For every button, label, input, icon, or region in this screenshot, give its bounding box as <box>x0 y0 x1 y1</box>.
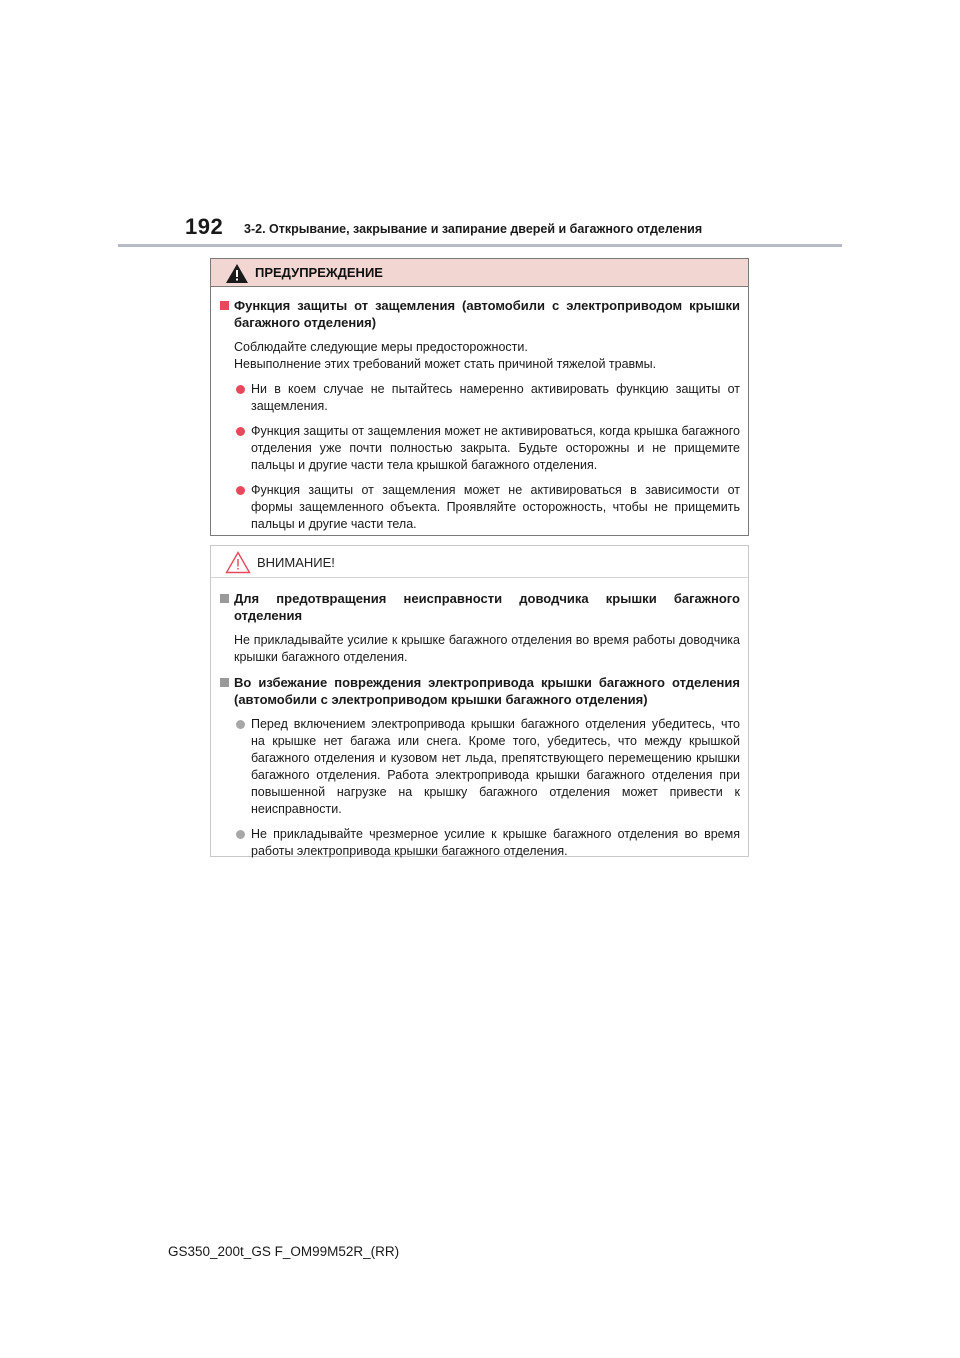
warning-bullet <box>219 381 740 415</box>
warning-bullet <box>219 423 740 474</box>
warning-bullet <box>219 482 740 533</box>
caution-box-body <box>211 578 748 860</box>
square-bullet-icon <box>220 594 229 603</box>
page-number: 192 <box>185 214 224 239</box>
round-bullet-icon <box>236 427 245 436</box>
round-bullet-icon <box>236 486 245 495</box>
square-bullet-icon <box>220 678 229 687</box>
warning-intro-line: Невыполнение этих требований может стать причиной тяжелой травмы. <box>234 357 657 371</box>
warning-box-body <box>211 287 748 533</box>
warning-box-header <box>211 259 748 287</box>
round-bullet-icon <box>236 830 245 839</box>
warning-triangle-outline-icon <box>225 551 251 574</box>
caution-section-title <box>219 674 740 708</box>
square-bullet-icon <box>220 301 229 310</box>
warning-intro-line: Соблюдайте следующие меры предосторожности. <box>234 340 528 354</box>
round-bullet-icon <box>236 720 245 729</box>
caution-bullet <box>219 826 740 860</box>
caution-paragraph: Не прикладывайте усилие к крышке багажного отделения во время работы доводчика крышки багажного отделения. <box>234 633 740 664</box>
caution-bullet-text: Перед включением электропривода крышки багажного отделения убедитесь, что на крышке нет багажа или снега. Кроме того, убедитесь, что между крышкой багажного отделения и кузовом нет льда, препятствующего перемещению крышки багажного отделения. Работа электропривода крышки багажного отделения при повышенной нагрузке на крышку багажного отделения может привести к неисправности. <box>251 717 740 816</box>
warning-box <box>210 258 749 536</box>
header-rule <box>118 244 842 247</box>
caution-box <box>210 545 749 857</box>
caution-bullet <box>219 716 740 818</box>
warning-section-title-text: Функция защиты от защемления (автомобили с электроприводом крышки багажного отделения) <box>234 298 740 330</box>
warning-label: ПРЕДУПРЕЖДЕНИЕ <box>255 265 383 280</box>
caution-section-title-text: Для предотвращения неисправности доводчика крышки багажного отделения <box>234 591 740 623</box>
caution-label: ВНИМАНИЕ! <box>257 555 335 570</box>
warning-bullet-text: Функция защиты от защемления может не активироваться в зависимости от формы защемленного объекта. Проявляйте осторожность, чтобы не прищемить пальцы и другие части тела. <box>251 483 740 531</box>
section-header-title: 3-2. Открывание, закрывание и запирание дверей и багажного отделения <box>244 222 703 236</box>
warning-bullet-text: Функция защиты от защемления может не активироваться, когда крышка багажного отделения уже почти полностью закрыта. Будьте осторожны и не прищемите пальцы и другие части тела крышкой багажного отделения. <box>251 424 740 472</box>
warning-intro <box>219 339 740 373</box>
caution-box-header <box>211 546 748 578</box>
round-bullet-icon <box>236 385 245 394</box>
caution-section-title <box>219 590 740 624</box>
warning-section-title <box>219 297 740 331</box>
document-code-footer: GS350_200t_GS F_OM99M52R_(RR) <box>168 1244 400 1259</box>
warning-bullet-text: Ни в коем случае не пытайтесь намеренно активировать функцию защиты от защемления. <box>251 382 740 413</box>
caution-bullet-text: Не прикладывайте чрезмерное усилие к крышке багажного отделения во время работы электропривода крышки багажного отделения. <box>251 827 740 858</box>
caution-section-title-text: Во избежание повреждения электропривода крышки багажного отделения (автомобили с электроприводом крышки багажного отделения) <box>234 675 740 707</box>
warning-triangle-filled-icon <box>225 263 249 284</box>
